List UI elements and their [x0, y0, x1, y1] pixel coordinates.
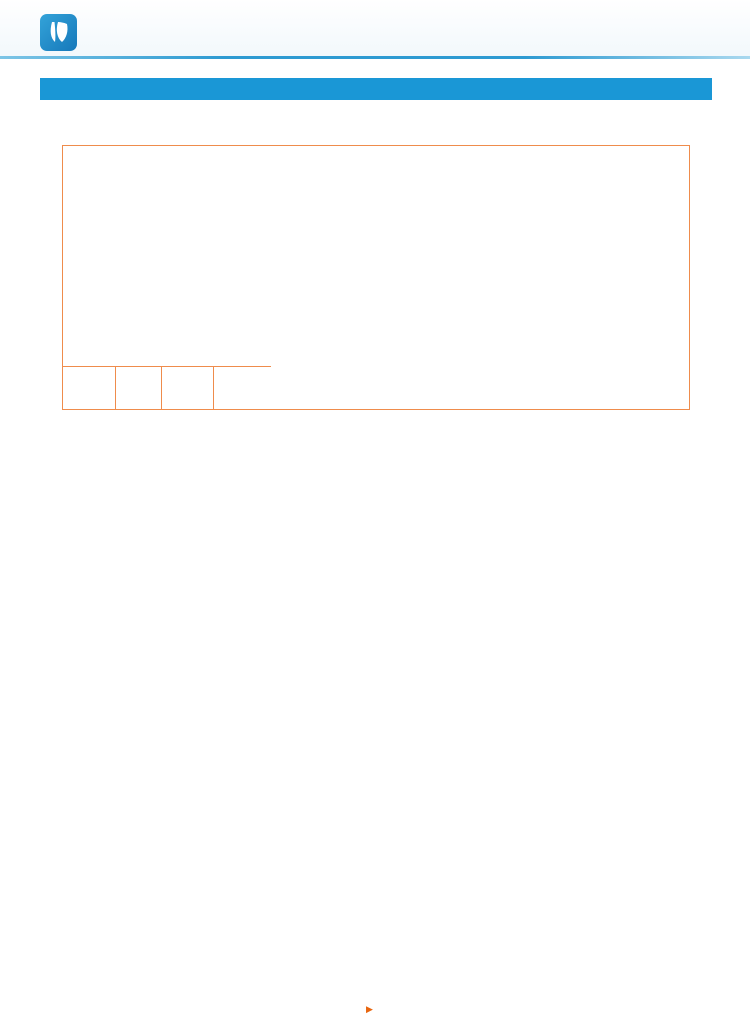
page-number	[366, 1003, 379, 1015]
section-banner	[40, 78, 712, 100]
dimension-header-row	[63, 366, 271, 409]
header-inch-outer	[213, 367, 271, 409]
table-left-block	[63, 146, 271, 409]
header-divider	[0, 56, 750, 59]
order-code-table	[62, 145, 690, 410]
triangle-icon: ▶	[366, 1004, 373, 1014]
logo-icon	[40, 14, 77, 51]
ordering-info-cell	[63, 146, 271, 366]
wing-glyph-icon	[44, 18, 74, 48]
page-header	[0, 0, 750, 56]
header-outer-dia	[115, 367, 161, 409]
header-inch-inner	[161, 367, 213, 409]
header-size-series	[63, 367, 115, 409]
company-logo	[40, 14, 83, 51]
table-top-section	[63, 146, 689, 409]
